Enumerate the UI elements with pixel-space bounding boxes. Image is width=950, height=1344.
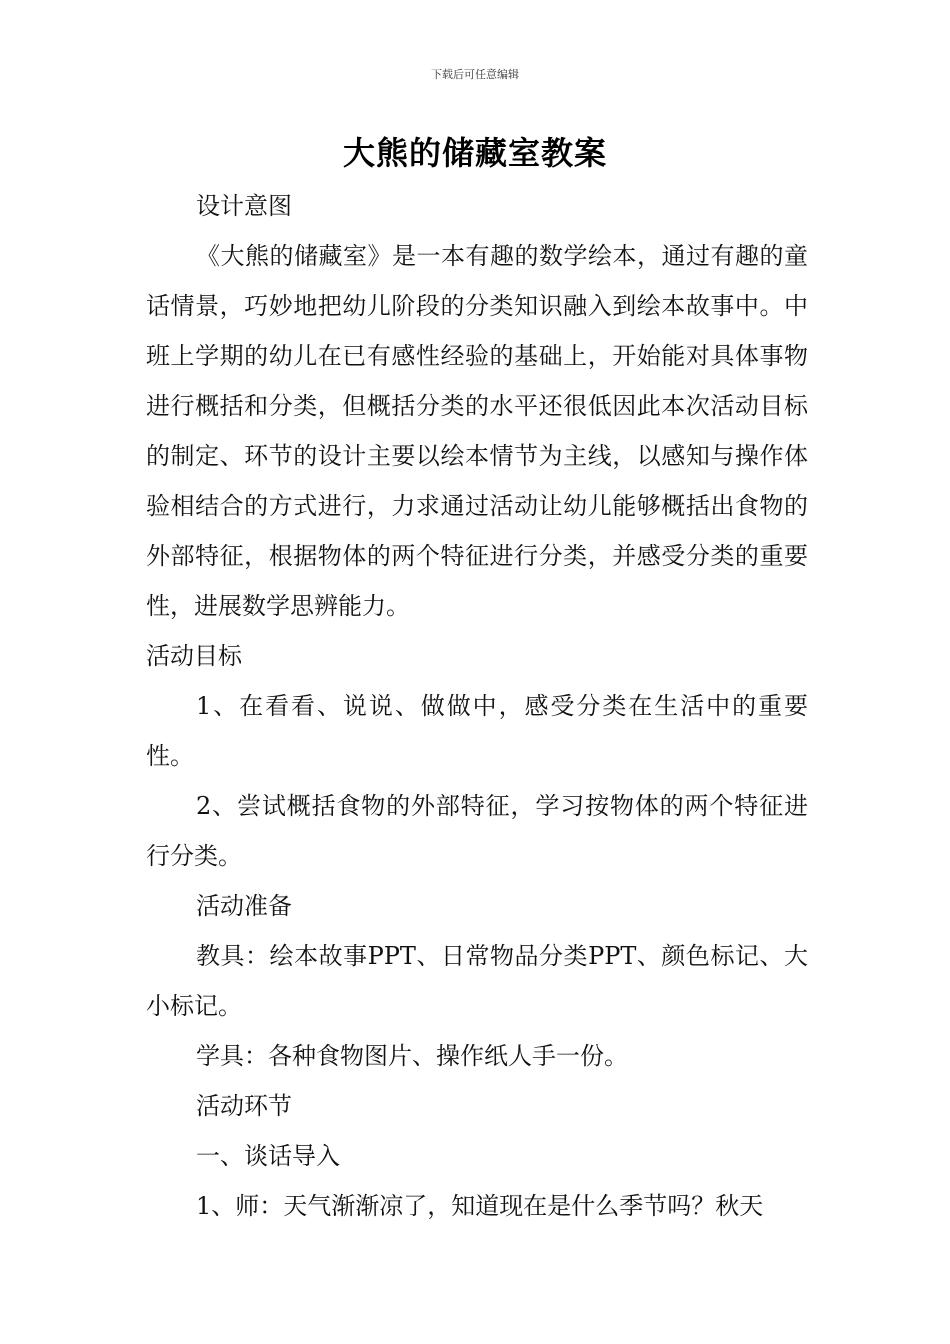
paragraph-design-intent-heading: 设计意图 [196,192,292,220]
watermark-text: 下载后可任意编辑 [431,68,519,81]
paragraph-goal-2: 2、尝试概括食物的外部特征，学习按物体的两个特征进行分类。 [146,792,808,870]
paragraph-teaching-aids: 教具：绘本故事PPT、日常物品分类PPT、颜色标记、大小标记。 [146,942,808,1020]
document-body [146,181,808,1231]
document-title: 大熊的储藏室教案 [342,134,607,172]
paragraph-steps-heading: 活动环节 [196,1092,292,1120]
paragraph-design-intent: 《大熊的储藏室》是一本有趣的数学绘本，通过有趣的童话情景，巧妙地把幼儿阶段的分类知识融入到绘本故事中。中班上学期的幼儿在已有感性经验的基础上，开始能对具体事物进行概括和分类，但概括分类的水平还很低因此本次活动目标的制定、环节的设计主要以绘本情节为主线，以感知与操作体验相结合的方式进行，力求通过活动让幼儿能够概括出食物的外部特征，根据物体的两个特征进行分类，并感受分类的重要性，进展数学思辨能力。 [146,242,808,620]
paragraph-step-1-heading: 一、谈话导入 [196,1142,340,1170]
paragraph-goals-heading: 活动目标 [146,642,242,670]
paragraph-step-1-text: 1、师：天气渐渐凉了，知道现在是什么季节吗？秋天 [196,1192,764,1220]
paragraph-goal-1: 1、在看看、说说、做做中，感受分类在生活中的重要性。 [146,692,808,770]
paragraph-preparation-heading: 活动准备 [196,892,292,920]
paragraph-learning-aids: 学具：各种食物图片、操作纸人手一份。 [196,1042,628,1070]
